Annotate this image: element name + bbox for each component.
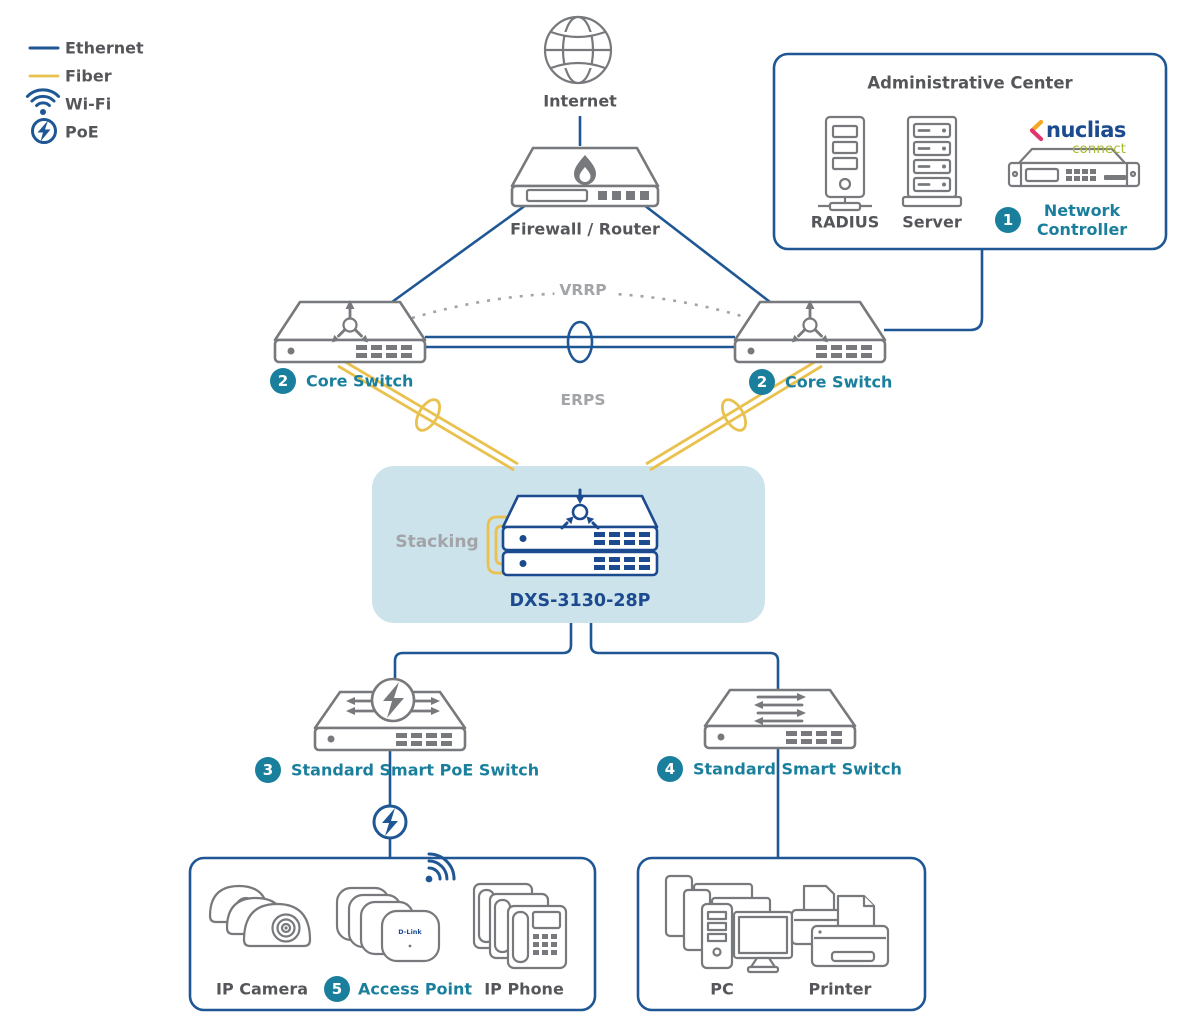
admin-center-title: Administrative Center — [867, 73, 1073, 93]
legend-poe-label: PoE — [65, 122, 99, 142]
pc-label: PC — [710, 979, 734, 999]
poe-switch-icon — [315, 679, 465, 750]
legend-poe-icon — [33, 120, 56, 143]
internet-label: Internet — [543, 91, 617, 111]
poe-bolt-icon — [372, 679, 414, 721]
nuclias-sub-text: connect — [1072, 141, 1126, 157]
poe-switch-label: Standard Smart PoE Switch — [291, 760, 540, 780]
radius-label: RADIUS — [810, 212, 880, 232]
stacking-label: Stacking — [395, 532, 479, 552]
network-controller-label: Network Controller — [1036, 201, 1128, 239]
ip-camera-label: IP Camera — [216, 979, 308, 999]
ip-phone-label: IP Phone — [484, 979, 564, 999]
smart-switch-label: Standard Smart Switch — [693, 759, 902, 779]
fiber-aggregation-ring-left — [412, 396, 445, 434]
smart-switch-icon — [705, 690, 855, 748]
core-switch-right-icon — [735, 300, 885, 362]
core-switch-left-label: Core Switch — [306, 371, 414, 391]
vrrp-label: VRRP — [554, 281, 611, 299]
firewall-label: Firewall / Router — [510, 219, 660, 239]
poe-feed-icon — [374, 806, 406, 838]
badge-1: 1 — [995, 207, 1021, 233]
nuclias-brand-text: nuclias — [1046, 118, 1126, 142]
core-switch-left-icon — [275, 300, 425, 362]
stacked-switch-icon — [503, 490, 657, 575]
internet-globe-icon — [545, 17, 611, 83]
printer-label: Printer — [808, 979, 872, 999]
access-point-label: Access Point — [358, 979, 473, 999]
link-aggregation-ring — [568, 322, 592, 362]
erps-label: ERPS — [560, 391, 606, 409]
core-switch-right-label: Core Switch — [785, 372, 893, 392]
stack-model-label: DXS-3130-28P — [509, 591, 651, 611]
firewall-icon — [512, 148, 658, 206]
badge-4: 4 — [657, 756, 683, 782]
badge-2-right: 2 — [749, 369, 775, 395]
legend-ethernet-label: Ethernet — [65, 38, 144, 58]
nuclias-connect-logo — [1046, 120, 1126, 157]
legend-wifi-icon — [27, 90, 58, 115]
legend-wifi-label: Wi-Fi — [65, 94, 112, 114]
badge-2-left: 2 — [270, 368, 296, 394]
badge-3: 3 — [255, 757, 281, 783]
legend-fiber-label: Fiber — [65, 66, 112, 86]
server-rack-icon — [903, 117, 961, 206]
ap-brand-text: D-Link — [398, 928, 422, 936]
fiber-aggregation-ring-right — [718, 396, 751, 434]
radius-server-icon — [818, 117, 872, 210]
badge-5: 5 — [324, 976, 350, 1002]
server-label: Server — [902, 212, 962, 232]
